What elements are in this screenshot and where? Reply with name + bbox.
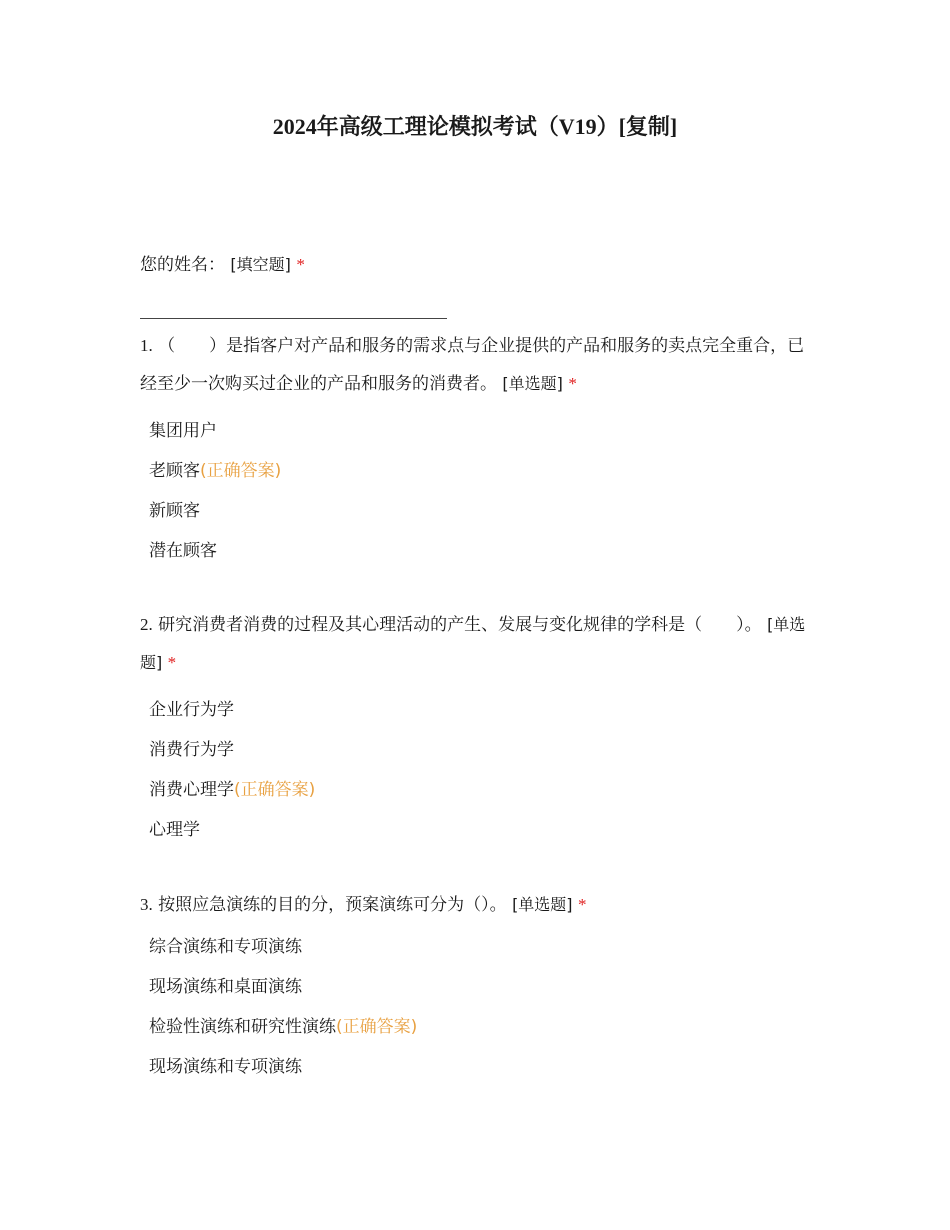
question-3	[140, 886, 820, 1087]
option-text: 老顾客	[149, 461, 200, 481]
option-item[interactable]	[149, 1007, 820, 1047]
option-item[interactable]	[149, 531, 820, 571]
option-item[interactable]	[149, 730, 820, 770]
options-list	[140, 927, 820, 1087]
required-mark: *	[167, 653, 177, 672]
question-type-badge: [单选题]	[502, 374, 563, 393]
question-text	[140, 327, 820, 403]
correct-answer-mark: (正确答案)	[200, 461, 282, 481]
option-text: 新顾客	[149, 501, 200, 521]
question-body: 研究消费者消费的过程及其心理活动的产生、发展与变化规律的学科是（ ）。	[158, 615, 762, 635]
question-number: 2.	[140, 615, 153, 634]
option-text: 心理学	[149, 820, 200, 840]
question-type-badge: [填空题]	[230, 255, 291, 274]
option-item[interactable]	[149, 927, 820, 967]
question-number: 1.	[140, 336, 153, 355]
question-type-badge: [单选题]	[140, 615, 806, 672]
required-mark: *	[296, 255, 305, 274]
options-list	[140, 411, 820, 571]
option-text: 现场演练和桌面演练	[149, 977, 302, 997]
option-text: 消费行为学	[149, 740, 234, 760]
page-title: 2024年高级工理论模拟考试（V19）[复制]	[272, 114, 678, 139]
question-number: 3.	[140, 895, 153, 914]
option-item[interactable]	[149, 491, 820, 531]
option-item[interactable]	[149, 451, 820, 491]
option-item[interactable]	[149, 690, 820, 730]
option-text: 潜在顾客	[149, 541, 217, 561]
correct-answer-mark: (正确答案)	[336, 1017, 418, 1037]
options-list	[140, 690, 820, 850]
name-question-text	[140, 246, 820, 284]
name-question	[140, 246, 820, 319]
name-input-line[interactable]	[140, 318, 447, 319]
question-text	[140, 606, 820, 682]
option-item[interactable]	[149, 411, 820, 451]
option-text: 综合演练和专项演练	[149, 937, 302, 957]
option-text: 企业行为学	[149, 700, 234, 720]
question-2	[140, 606, 820, 850]
option-text: 消费心理学	[149, 780, 234, 800]
required-mark: *	[568, 374, 577, 393]
option-item[interactable]	[149, 810, 820, 850]
option-text: 集团用户	[149, 421, 217, 441]
option-item[interactable]	[149, 967, 820, 1007]
question-body: 按照应急演练的目的分，预案演练可分为（）。	[158, 895, 507, 915]
question-text	[140, 886, 820, 924]
name-label: 您的姓名：	[140, 255, 225, 275]
option-item[interactable]	[149, 1047, 820, 1087]
option-item[interactable]	[149, 770, 820, 810]
option-text: 现场演练和专项演练	[149, 1057, 302, 1077]
question-body: （ ）是指客户对产品和服务的需求点与企业提供的产品和服务的卖点完全重合，已经至少一次购买过企业的产品和服务的消费者。	[140, 336, 805, 394]
option-text: 检验性演练和研究性演练	[149, 1017, 336, 1037]
question-1	[140, 327, 820, 571]
question-type-badge: [单选题]	[512, 895, 573, 914]
correct-answer-mark: (正确答案)	[234, 780, 316, 800]
required-mark: *	[577, 895, 587, 914]
